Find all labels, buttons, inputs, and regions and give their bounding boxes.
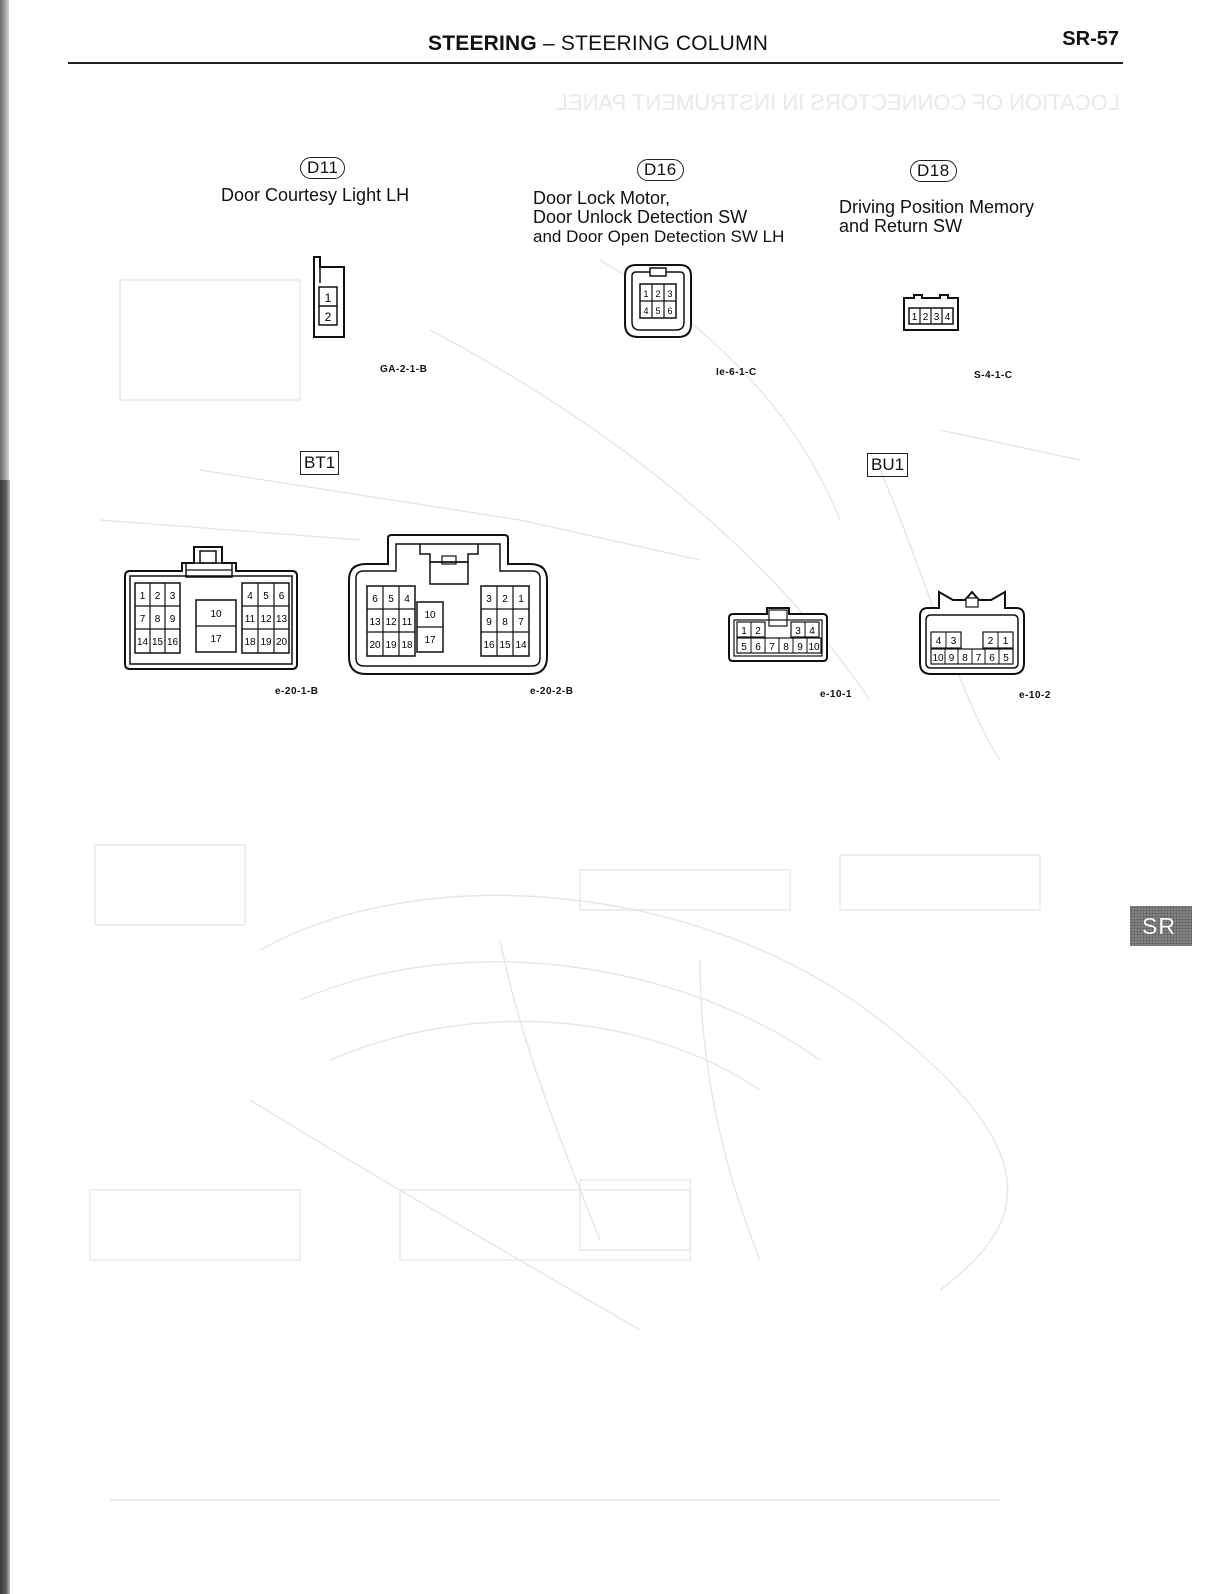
pin-label: 15 — [151, 637, 164, 648]
pin-label: 8 — [154, 614, 161, 625]
pin-label: 4 — [935, 636, 942, 647]
pin-label: 11 — [244, 614, 256, 625]
pin-label: 2 — [655, 289, 661, 299]
pin-label: 10 — [932, 653, 944, 664]
pin-label: 4 — [247, 591, 253, 602]
pin-label: 18 — [401, 640, 413, 651]
svg-text:LOCATION OF CONNECTORS IN INST: LOCATION OF CONNECTORS IN INSTRUMENT PANEL — [555, 90, 1120, 115]
pin-label: 16 — [483, 640, 495, 651]
connector-tag-d18: D18 — [910, 160, 957, 182]
connector-caption-d11 — [221, 186, 409, 205]
pin-label: 20 — [275, 637, 288, 648]
caption-line: Door Courtesy Light LH — [221, 185, 410, 205]
pin-label: 14 — [515, 640, 527, 651]
connector-e-20-2-b-diagram — [346, 532, 550, 678]
pin-label: 5 — [388, 594, 394, 605]
caption-line: Door Unlock Detection SW — [533, 207, 748, 227]
pin-label: 3 — [169, 591, 176, 602]
pin-label: 8 — [502, 617, 508, 628]
pin-label: 1 — [518, 594, 524, 605]
connector-e-20-1-b-diagram — [122, 543, 300, 673]
page-title-rest: – STEERING COLUMN — [536, 32, 769, 55]
connector-e-10-1-diagram — [727, 604, 829, 664]
page-title-bold: STEERING — [428, 32, 537, 55]
pin-label: 3 — [667, 289, 673, 299]
connector-tag-d16: D16 — [637, 159, 684, 181]
connector-code-e-10-1: e-10-1 — [820, 689, 852, 700]
pin-label: 7 — [518, 617, 524, 628]
pin-label: 17 — [424, 635, 436, 646]
pin-label: 20 — [369, 640, 381, 651]
pin-label: 3 — [486, 594, 492, 605]
connector-code-d18: S-4-1-C — [974, 370, 1013, 381]
pin-label: 5 — [655, 306, 661, 316]
page-header — [68, 28, 1123, 64]
pin-label: 3 — [933, 312, 940, 323]
pin-label: 13 — [275, 614, 288, 625]
pin-label: 4 — [643, 306, 649, 316]
page-number: SR-57 — [1062, 28, 1119, 50]
pin-label: 5 — [263, 591, 269, 602]
pin-label: 4 — [809, 626, 815, 637]
pin-label: 7 — [769, 642, 775, 653]
pin-label: 6 — [667, 306, 673, 316]
pin-label: 9 — [948, 653, 955, 664]
pin-label: 1 — [139, 591, 146, 602]
connector-d16-diagram — [622, 262, 694, 340]
pin-label: 15 — [499, 640, 511, 651]
pin-label: 3 — [950, 636, 957, 647]
pin-label: 7 — [975, 653, 982, 664]
pin-label: 9 — [486, 617, 492, 628]
pin-label: 10 — [424, 610, 436, 621]
connector-code-e-20-1-b: e-20-1-B — [275, 686, 319, 697]
caption-line: Door Lock Motor, — [533, 188, 671, 208]
pin-label: 2 — [987, 636, 994, 647]
pin-label: 6 — [278, 591, 285, 602]
pin-label: 18 — [244, 637, 256, 648]
pin-label: 2 — [922, 312, 929, 323]
pin-label: 1 — [324, 291, 332, 305]
connector-code-d11: GA-2-1-B — [380, 364, 428, 375]
pin-label: 3 — [795, 626, 801, 637]
section-tab-label: SR — [1142, 913, 1176, 939]
section-tab-sr[interactable] — [1130, 906, 1192, 946]
pin-label: 4 — [944, 312, 951, 323]
pin-label: 16 — [166, 637, 179, 648]
caption-line: and Door Open Detection SW LH — [533, 227, 785, 246]
page-title — [428, 32, 768, 56]
pin-label: 6 — [989, 653, 995, 664]
pin-label: 10 — [210, 609, 222, 620]
connector-d18-diagram — [900, 292, 962, 332]
pin-label: 2 — [755, 626, 761, 637]
pin-label: 8 — [783, 642, 789, 653]
pin-label: 12 — [385, 617, 397, 628]
pin-label: 1 — [741, 626, 747, 637]
pin-label: 9 — [797, 642, 803, 653]
pin-label: 6 — [755, 642, 761, 653]
connector-tag-bt1: BT1 — [300, 451, 339, 475]
connector-tag-bu1: BU1 — [867, 453, 908, 477]
pin-label: 11 — [401, 617, 413, 628]
pin-label: 5 — [741, 642, 747, 653]
caption-line: Driving Position Memory — [839, 197, 1035, 217]
connector-tag-d11: D11 — [300, 157, 345, 179]
pin-label: 1 — [643, 289, 649, 299]
pin-label: 7 — [139, 614, 146, 625]
connector-code-d16: Ie-6-1-C — [716, 367, 757, 378]
connector-e-10-2-diagram — [917, 586, 1027, 678]
connector-code-e-10-2: e-10-2 — [1019, 690, 1051, 701]
connector-code-e-20-2-b: e-20-2-B — [530, 686, 574, 697]
pin-label: 6 — [372, 594, 378, 605]
pin-label: 13 — [369, 617, 381, 628]
pin-label: 19 — [260, 637, 272, 648]
pin-label: 4 — [404, 594, 410, 605]
pin-label: 17 — [210, 634, 222, 645]
pin-label: 14 — [136, 637, 149, 648]
pin-label: 1 — [911, 312, 918, 323]
pin-label: 10 — [808, 642, 820, 653]
pin-label: 8 — [962, 653, 968, 664]
pin-label: 2 — [154, 591, 161, 602]
pin-label: 19 — [385, 640, 397, 651]
pin-label: 5 — [1003, 653, 1009, 664]
pin-label: 12 — [260, 614, 272, 625]
caption-line: and Return SW — [839, 216, 963, 236]
pin-label: 1 — [1002, 636, 1009, 647]
connector-caption-d16 — [533, 189, 784, 246]
pin-label: 2 — [502, 594, 508, 605]
connector-d11-diagram — [310, 253, 350, 338]
pin-label: 9 — [169, 614, 176, 625]
pin-label: 2 — [324, 310, 332, 324]
connector-caption-d18 — [839, 198, 1034, 236]
